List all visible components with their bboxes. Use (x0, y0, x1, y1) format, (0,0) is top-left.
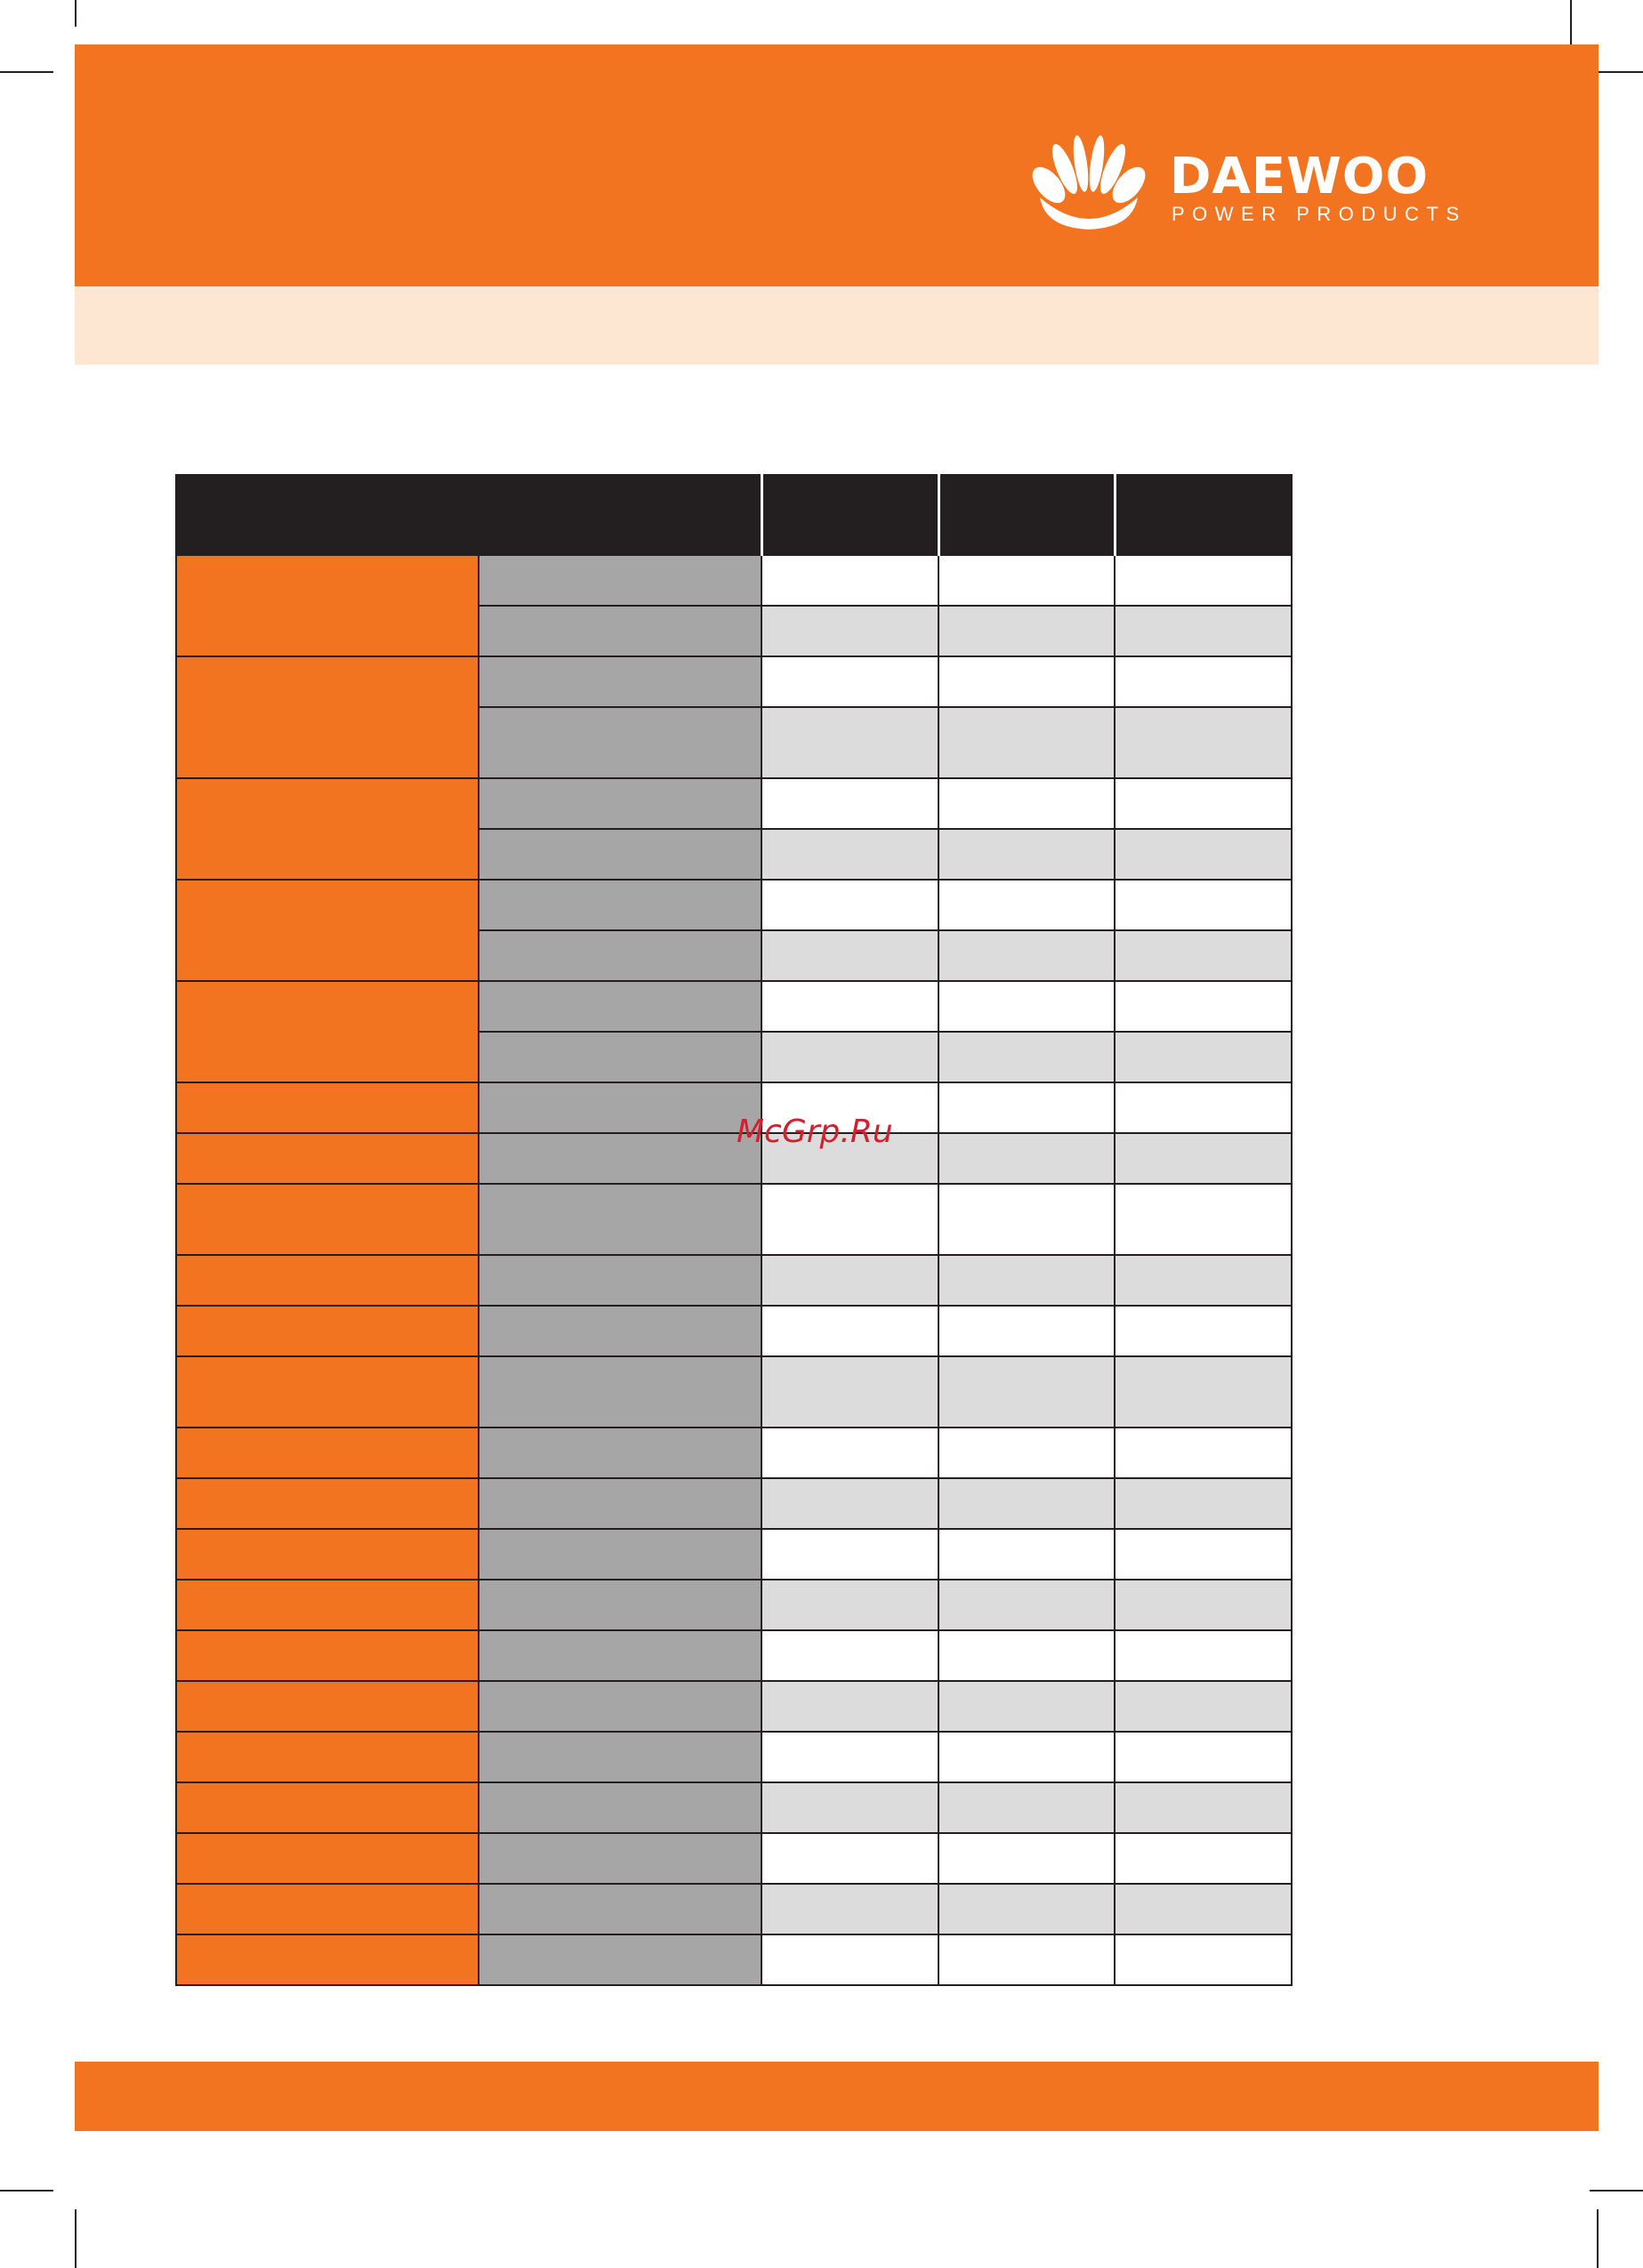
value-cell-model-3 (1115, 829, 1292, 880)
crop-mark-bl-v (75, 2209, 77, 2268)
value-cell-model-1 (761, 1630, 938, 1681)
value-cell-model-3 (1115, 1133, 1292, 1184)
crop-mark-br-v (1597, 2209, 1599, 2268)
value-cell-model-1 (761, 1732, 938, 1782)
parameter-cell (479, 1255, 761, 1306)
spec-table-body (176, 555, 1292, 1985)
category-cell (176, 1255, 479, 1306)
daewoo-fan-icon (1027, 133, 1161, 240)
value-cell-model-1 (761, 1306, 938, 1356)
value-cell-model-3 (1115, 1782, 1292, 1833)
parameter-cell (479, 1428, 761, 1478)
table-row (176, 1255, 1292, 1306)
category-cell (176, 1184, 479, 1255)
value-cell-model-1 (761, 555, 938, 606)
parameter-cell (479, 1833, 761, 1884)
value-cell-model-3 (1115, 1732, 1292, 1782)
value-cell-model-1 (761, 930, 938, 981)
value-cell-model-3 (1115, 1082, 1292, 1133)
brand-tagline: POWER PRODUCTS (1172, 203, 1467, 225)
value-cell-model-1 (761, 1255, 938, 1306)
value-cell-model-2 (938, 981, 1115, 1032)
value-cell-model-1 (761, 707, 938, 778)
category-cell (176, 1884, 479, 1934)
table-row (176, 880, 1292, 930)
value-cell-model-3 (1115, 555, 1292, 606)
crop-mark-br-h (1590, 2190, 1643, 2192)
value-cell-model-3 (1115, 1255, 1292, 1306)
header-parameter (176, 475, 761, 555)
value-cell-model-2 (938, 1306, 1115, 1356)
category-cell (176, 1833, 479, 1884)
value-cell-model-2 (938, 1133, 1115, 1184)
parameter-cell (479, 1732, 761, 1782)
value-cell-model-3 (1115, 930, 1292, 981)
parameter-cell (479, 1934, 761, 1985)
crop-mark-tl-v (75, 0, 77, 27)
header-model-2 (938, 475, 1115, 555)
category-cell (176, 1934, 479, 1985)
value-cell-model-2 (938, 1782, 1115, 1833)
value-cell-model-3 (1115, 1580, 1292, 1630)
subheader-band (75, 286, 1599, 365)
value-cell-model-3 (1115, 1356, 1292, 1428)
table-row (176, 1934, 1292, 1985)
value-cell-model-2 (938, 1032, 1115, 1082)
value-cell-model-1 (761, 1032, 938, 1082)
value-cell-model-1 (761, 1428, 938, 1478)
table-row (176, 1184, 1292, 1255)
parameter-cell (479, 555, 761, 606)
value-cell-model-2 (938, 1255, 1115, 1306)
table-row (176, 1580, 1292, 1630)
parameter-cell (479, 1884, 761, 1934)
value-cell-model-3 (1115, 1478, 1292, 1529)
category-cell (176, 1732, 479, 1782)
parameter-cell (479, 1184, 761, 1255)
table-row (176, 1681, 1292, 1732)
parameter-cell (479, 1681, 761, 1732)
table-row (176, 1356, 1292, 1428)
category-cell (176, 1306, 479, 1356)
parameter-cell (479, 606, 761, 656)
table-row (176, 1833, 1292, 1884)
value-cell-model-2 (938, 707, 1115, 778)
value-cell-model-2 (938, 829, 1115, 880)
value-cell-model-1 (761, 1184, 938, 1255)
parameter-cell (479, 1580, 761, 1630)
parameter-cell (479, 1478, 761, 1529)
value-cell-model-2 (938, 1681, 1115, 1732)
value-cell-model-3 (1115, 606, 1292, 656)
parameter-cell (479, 1032, 761, 1082)
value-cell-model-2 (938, 1356, 1115, 1428)
table-row (176, 1478, 1292, 1529)
category-cell (176, 1428, 479, 1478)
value-cell-model-2 (938, 1428, 1115, 1478)
value-cell-model-3 (1115, 1184, 1292, 1255)
watermark: McGrp.Ru (737, 1114, 893, 1150)
parameter-cell (479, 1782, 761, 1833)
category-cell (176, 778, 479, 880)
value-cell-model-1 (761, 1934, 938, 1985)
value-cell-model-3 (1115, 1681, 1292, 1732)
table-row (176, 778, 1292, 829)
table-row (176, 1529, 1292, 1580)
table-row (176, 555, 1292, 606)
table-header-row (176, 475, 1292, 555)
category-cell (176, 1630, 479, 1681)
parameter-cell (479, 880, 761, 930)
value-cell-model-2 (938, 778, 1115, 829)
category-cell (176, 656, 479, 778)
header-model-1 (761, 475, 938, 555)
value-cell-model-2 (938, 1833, 1115, 1884)
value-cell-model-1 (761, 1884, 938, 1934)
value-cell-model-2 (938, 1580, 1115, 1630)
table-row (176, 1884, 1292, 1934)
parameter-cell (479, 1356, 761, 1428)
parameter-cell (479, 778, 761, 829)
value-cell-model-2 (938, 880, 1115, 930)
category-cell (176, 1529, 479, 1580)
value-cell-model-2 (938, 1934, 1115, 1985)
value-cell-model-1 (761, 829, 938, 880)
table-row (176, 981, 1292, 1032)
table-row (176, 1732, 1292, 1782)
parameter-cell (479, 1306, 761, 1356)
value-cell-model-2 (938, 1732, 1115, 1782)
category-cell (176, 981, 479, 1082)
value-cell-model-2 (938, 656, 1115, 707)
table-row (176, 656, 1292, 707)
category-cell (176, 1782, 479, 1833)
value-cell-model-1 (761, 981, 938, 1032)
parameter-cell (479, 656, 761, 707)
value-cell-model-2 (938, 1478, 1115, 1529)
value-cell-model-2 (938, 1884, 1115, 1934)
value-cell-model-1 (761, 1529, 938, 1580)
category-cell (176, 880, 479, 981)
table-row (176, 1306, 1292, 1356)
value-cell-model-3 (1115, 1630, 1292, 1681)
parameter-cell (479, 1529, 761, 1580)
value-cell-model-1 (761, 1681, 938, 1732)
value-cell-model-3 (1115, 1884, 1292, 1934)
brand-logo (1027, 133, 1490, 240)
value-cell-model-3 (1115, 981, 1292, 1032)
value-cell-model-2 (938, 1082, 1115, 1133)
crop-mark-bl-h (0, 2190, 53, 2192)
parameter-cell (479, 829, 761, 880)
value-cell-model-1 (761, 778, 938, 829)
brand-name: DAEWOO (1170, 148, 1430, 205)
category-cell (176, 1478, 479, 1529)
header-model-3 (1115, 475, 1292, 555)
value-cell-model-1 (761, 606, 938, 656)
table-row (176, 1782, 1292, 1833)
value-cell-model-1 (761, 656, 938, 707)
value-cell-model-3 (1115, 1428, 1292, 1478)
value-cell-model-2 (938, 930, 1115, 981)
category-cell (176, 1580, 479, 1630)
value-cell-model-1 (761, 1580, 938, 1630)
category-cell (176, 1082, 479, 1133)
table-row (176, 1428, 1292, 1478)
footer-band (75, 2062, 1599, 2131)
value-cell-model-3 (1115, 1934, 1292, 1985)
value-cell-model-1 (761, 880, 938, 930)
category-cell (176, 1133, 479, 1184)
value-cell-model-3 (1115, 1529, 1292, 1580)
value-cell-model-3 (1115, 656, 1292, 707)
table-row (176, 1630, 1292, 1681)
crop-mark-tl-h (0, 71, 53, 73)
value-cell-model-3 (1115, 1833, 1292, 1884)
parameter-cell (479, 1630, 761, 1681)
value-cell-model-1 (761, 1478, 938, 1529)
value-cell-model-3 (1115, 880, 1292, 930)
value-cell-model-1 (761, 1782, 938, 1833)
parameter-cell (479, 1082, 761, 1133)
value-cell-model-3 (1115, 778, 1292, 829)
value-cell-model-2 (938, 555, 1115, 606)
value-cell-model-3 (1115, 1306, 1292, 1356)
value-cell-model-1 (761, 1833, 938, 1884)
parameter-cell (479, 930, 761, 981)
table-row (176, 1082, 1292, 1133)
value-cell-model-3 (1115, 707, 1292, 778)
value-cell-model-3 (1115, 1032, 1292, 1082)
value-cell-model-2 (938, 1184, 1115, 1255)
category-cell (176, 555, 479, 656)
category-cell (176, 1356, 479, 1428)
value-cell-model-1 (761, 1356, 938, 1428)
parameter-cell (479, 707, 761, 778)
value-cell-model-2 (938, 606, 1115, 656)
value-cell-model-2 (938, 1529, 1115, 1580)
spec-table (175, 474, 1293, 1986)
category-cell (176, 1681, 479, 1732)
value-cell-model-2 (938, 1630, 1115, 1681)
parameter-cell (479, 981, 761, 1032)
table-row (176, 1133, 1292, 1184)
parameter-cell (479, 1133, 761, 1184)
